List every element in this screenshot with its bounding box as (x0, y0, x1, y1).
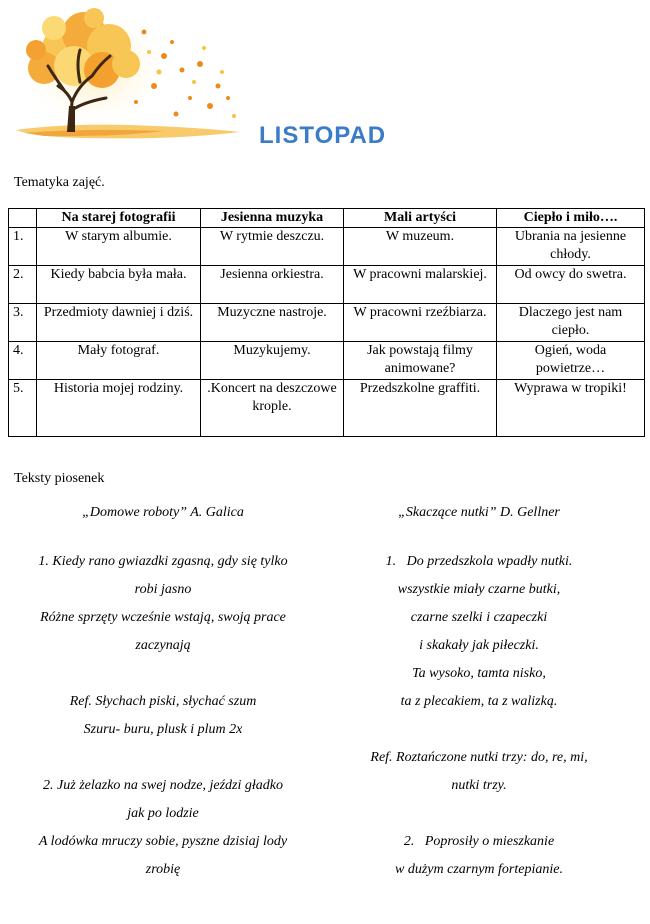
table-cell: W rytmie deszczu. (201, 228, 344, 266)
song-line: Ta wysoko, tamta nisko, (412, 666, 546, 681)
table-cell: Kiedy babcia była mała. (37, 266, 201, 304)
table-cell: Ubrania na jesienne chłody. (497, 228, 645, 266)
song-refrain-line: Ref. Słychach piski, słychać szum (69, 694, 257, 709)
page-title: LISTOPAD (259, 122, 387, 149)
table-row (9, 380, 645, 437)
table-cell: 1. (9, 228, 37, 266)
stanza-gap (8, 660, 318, 688)
song-line: 2. Już żelazko na swej nodze, jeździ gładko (43, 778, 283, 793)
column-header: Jesienna muzyka (201, 209, 344, 228)
song-line: zrobię (145, 862, 181, 877)
table-cell: 3. (9, 304, 37, 342)
song-title: „Skaczące nutki” D. Gellner (398, 505, 560, 520)
song-line: jak po lodzie (127, 806, 199, 821)
table-row (9, 304, 645, 342)
song-title: „Domowe roboty” A. Galica (82, 505, 244, 520)
table-cell: W pracowni malarskiej. (344, 266, 497, 304)
table-cell: Muzyczne nastroje. (201, 304, 344, 342)
table-row (9, 266, 645, 304)
table-cell: Muzykujemy. (201, 342, 344, 380)
column-header: Ciepło i miło…. (497, 209, 645, 228)
table-row (9, 342, 645, 380)
table-cell: Mały fotograf. (37, 342, 201, 380)
topics-table (8, 208, 645, 437)
table-cell: Historia mojej rodziny. (37, 380, 201, 437)
table-cell: W starym albumie. (37, 228, 201, 266)
song-domowe-roboty (8, 505, 318, 884)
stanza-gap (8, 744, 318, 772)
table-cell: Od owcy do swetra. (497, 266, 645, 304)
stanza-gap (320, 800, 638, 828)
table-cell: W muzeum. (344, 228, 497, 266)
song-line: 2. Poprosiły o mieszkanie (403, 834, 555, 849)
song-line: Różne sprzęty wcześnie wstają, swoją prace (40, 610, 286, 625)
song-line: ta z plecakiem, ta z walizką. (400, 694, 558, 709)
song-line: i skakały jak piłeczki. (419, 638, 539, 653)
table-cell: Przedmioty dawniej i dziś. (37, 304, 201, 342)
song-line: wszystkie miały czarne butki, (397, 582, 561, 597)
column-header: Na starej fotografii (37, 209, 201, 228)
song-line: czarne szelki i czapeczki (410, 610, 548, 625)
song-refrain-line: nutki trzy. (451, 778, 507, 793)
song-line: 1. Do przedszkola wpadły nutki. (385, 554, 573, 569)
table-cell: Jesienna orkiestra. (201, 266, 344, 304)
song-line: A lodówka mruczy sobie, pyszne dzisiaj lody (38, 834, 288, 849)
stanza-gap (320, 716, 638, 744)
song-refrain-line: Szuru- buru, plusk i plum 2x (83, 722, 243, 737)
column-header (9, 209, 37, 228)
table-cell: Ogień, woda powietrze… (497, 342, 645, 380)
section-label-songs: Teksty piosenek (14, 471, 105, 486)
table-cell: 4. (9, 342, 37, 380)
song-line: 1. Kiedy rano gwiazdki zgasną, gdy się tylko (38, 554, 288, 569)
section-label-topics: Tematyka zajęć. (14, 175, 105, 190)
song-line: robi jasno (134, 582, 192, 597)
column-header: Mali artyści (344, 209, 497, 228)
table-cell: Wyprawa w tropiki! (497, 380, 645, 437)
table-cell: Dlaczego jest nam ciepło. (497, 304, 645, 342)
song-skaczace-nutki (320, 505, 638, 884)
table-cell: 2. (9, 266, 37, 304)
table-cell: 5. (9, 380, 37, 437)
song-refrain-line: Ref. Roztańczone nutki trzy: do, re, mi, (370, 750, 588, 765)
table-row (9, 228, 645, 266)
table-cell: W pracowni rzeźbiarza. (344, 304, 497, 342)
table-cell: .Koncert na deszczowe krople. (201, 380, 344, 437)
table-cell: Jak powstają filmy animowane? (344, 342, 497, 380)
song-line: w dużym czarnym fortepianie. (395, 862, 563, 877)
table-cell: Przedszkolne graffiti. (344, 380, 497, 437)
song-line: zaczynają (135, 638, 191, 653)
table-header-row (9, 209, 645, 228)
autumn-tree-illustration (14, 6, 246, 146)
